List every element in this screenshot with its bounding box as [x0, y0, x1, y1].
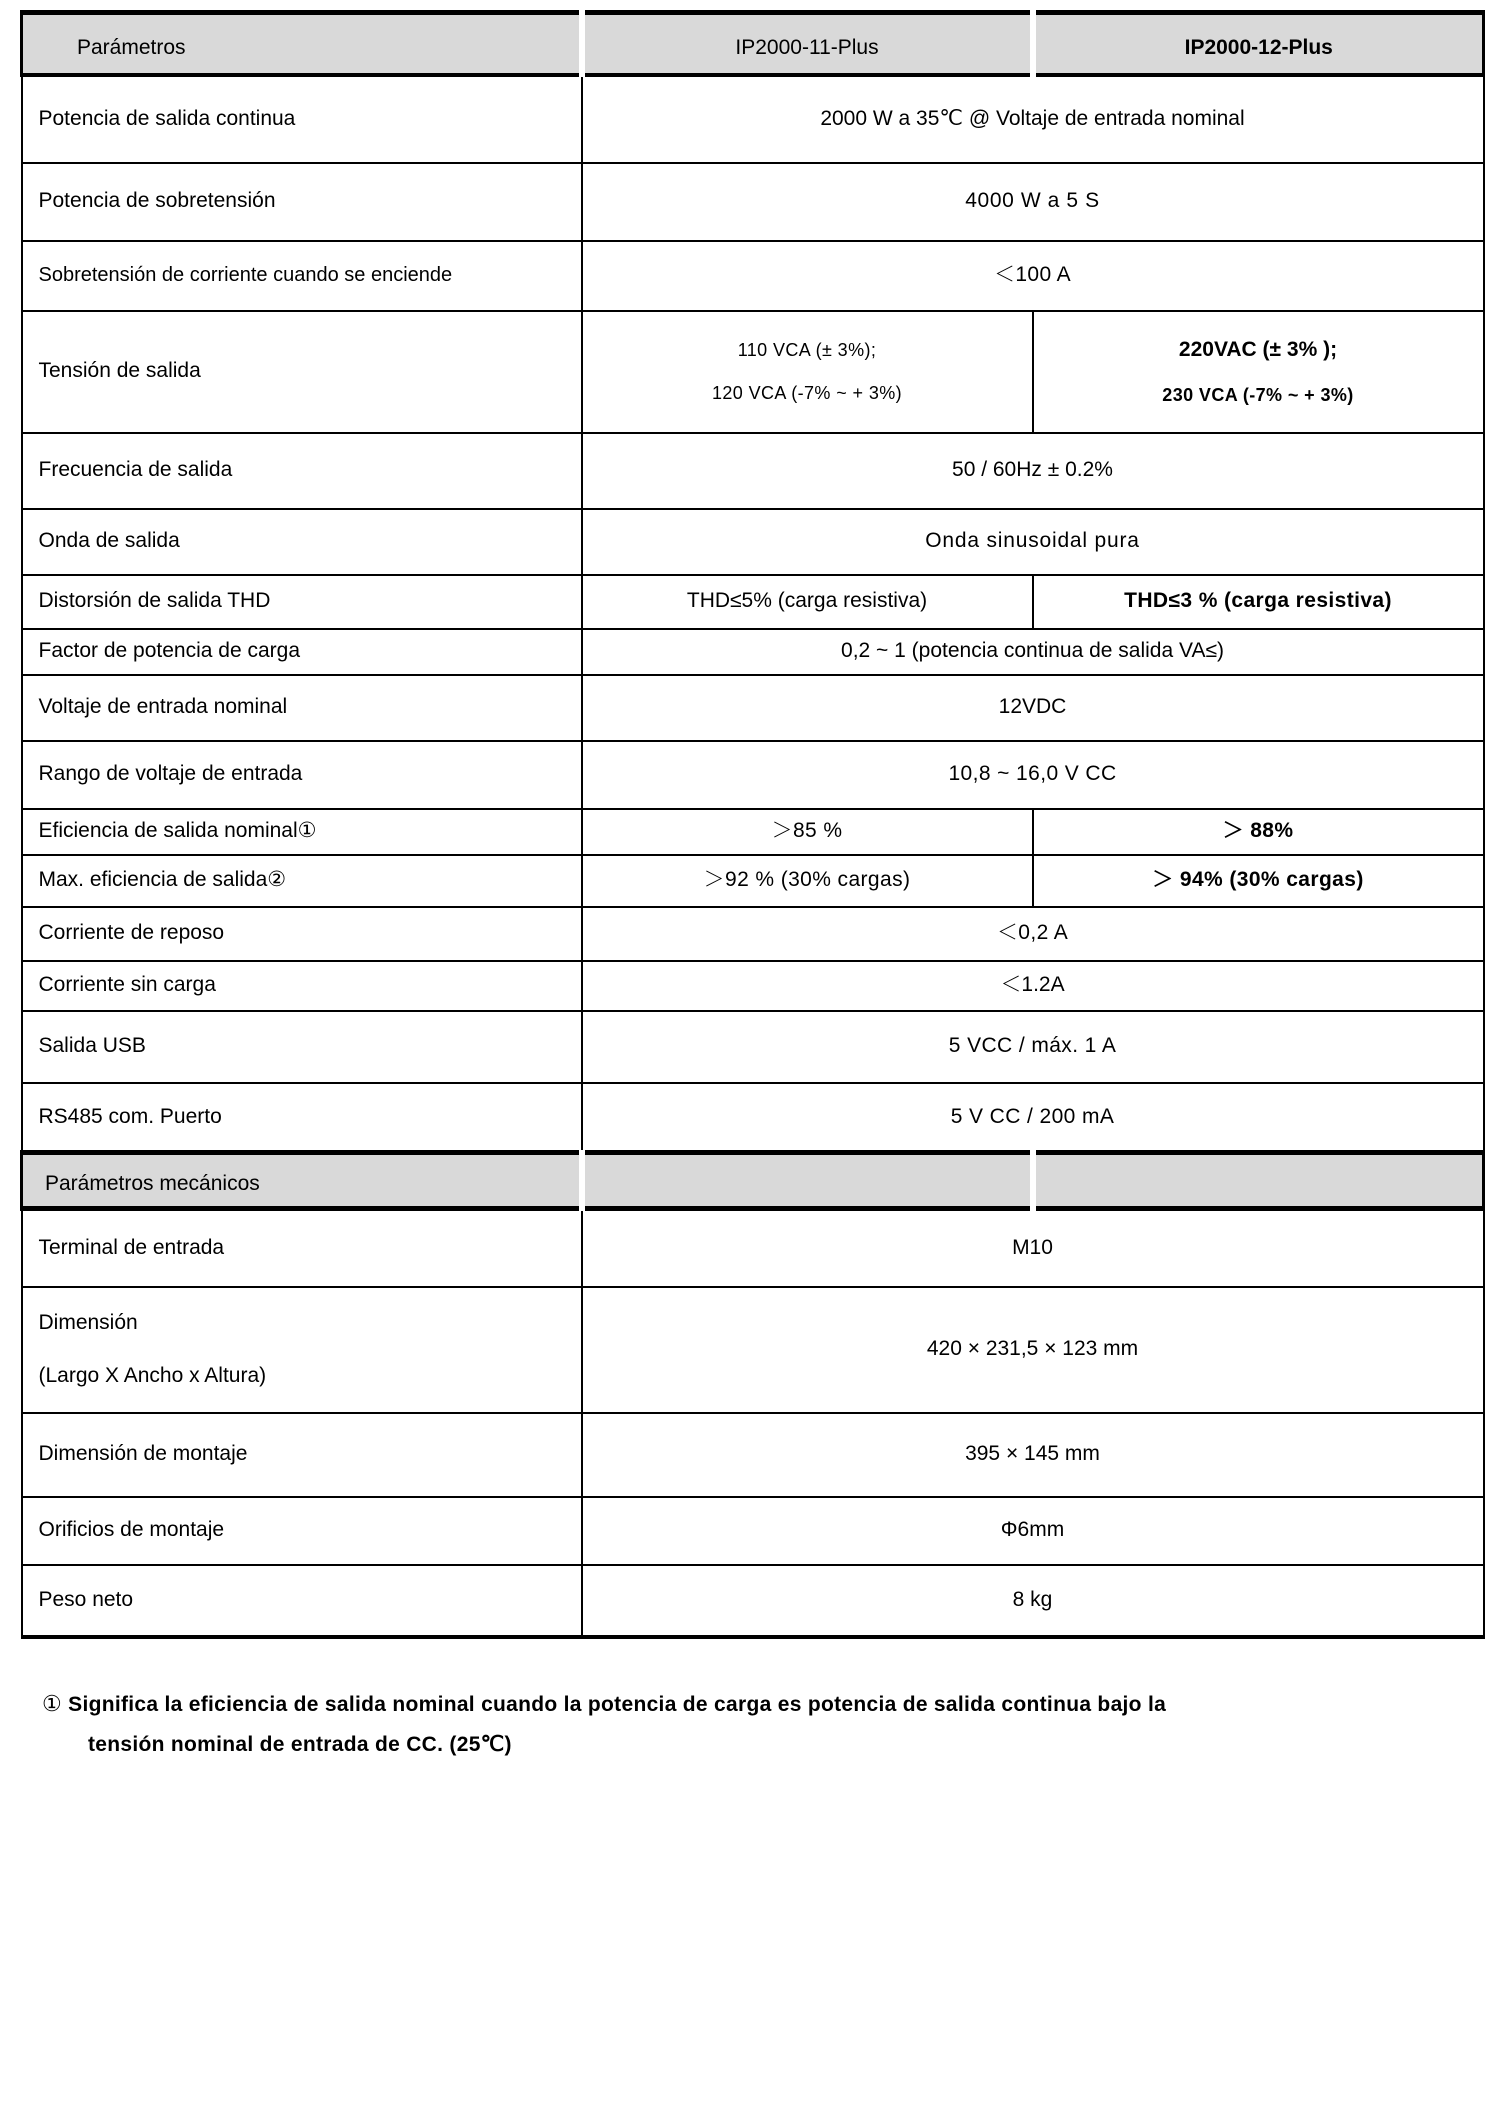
row-label: Eficiencia de salida nominal① — [22, 809, 582, 855]
table-row — [22, 1083, 1484, 1153]
table-row — [22, 241, 1484, 311]
row-value-shared: 0,2 ~ 1 (potencia continua de salida VA≤) — [582, 629, 1484, 675]
row-value-col-a: THD≤5% (carga resistiva) — [582, 575, 1033, 629]
footnote-marker: ① — [42, 1690, 63, 1716]
row-label: Distorsión de salida THD — [22, 575, 582, 629]
row-label-line2: (Largo X Ancho x Altura) — [38, 1364, 267, 1387]
row-label: Potencia de sobretensión — [22, 163, 582, 241]
table-row — [22, 961, 1484, 1011]
row-value-shared: 395 × 145 mm — [582, 1413, 1484, 1497]
row-value-col-a-line1: 110 VCA (± 3%); — [737, 340, 877, 361]
table-row — [22, 855, 1484, 907]
row-label: Corriente de reposo — [22, 907, 582, 961]
row-label: RS485 com. Puerto — [22, 1083, 582, 1153]
table-row — [22, 1497, 1484, 1565]
row-label: Tensión de salida — [22, 311, 582, 433]
row-value-shared: ＜1.2A — [582, 961, 1484, 1011]
section-header-label: Parámetros mecánicos — [22, 1153, 582, 1209]
row-value-col-a-line2: 120 VCA (-7% ~ + 3%) — [711, 382, 903, 403]
row-label: Voltaje de entrada nominal — [22, 675, 582, 741]
row-value-col-b — [1033, 311, 1484, 433]
column-header-ip2000-11-plus: IP2000-11-Plus — [582, 13, 1033, 75]
row-value-col-a — [582, 311, 1033, 433]
table-row — [22, 433, 1484, 509]
table-row — [22, 741, 1484, 809]
row-value-shared: 10,8 ~ 16,0 V CC — [582, 741, 1484, 809]
table-row — [22, 1287, 1484, 1413]
row-value-shared: ＜0,2 A — [582, 907, 1484, 961]
table-header-row — [22, 13, 1484, 75]
row-label: Orificios de montaje — [22, 1497, 582, 1565]
row-label: Sobretensión de corriente cuando se enciende — [22, 241, 582, 311]
table-row — [22, 907, 1484, 961]
row-value-shared: 8 kg — [582, 1565, 1484, 1637]
row-value-shared: M10 — [582, 1209, 1484, 1287]
row-label: Factor de potencia de carga — [22, 629, 582, 675]
specifications-table — [20, 10, 1485, 1639]
table-row — [22, 629, 1484, 675]
table-row — [22, 163, 1484, 241]
column-header-parametros: Parámetros — [22, 13, 582, 75]
row-label: Corriente sin carga — [22, 961, 582, 1011]
row-value-col-a: ＞92 % (30% cargas) — [582, 855, 1033, 907]
table-row — [22, 1209, 1484, 1287]
row-value-shared: 2000 W a 35℃ @ Voltaje de entrada nominal — [582, 75, 1484, 163]
row-value-shared: 12VDC — [582, 675, 1484, 741]
row-label: Frecuencia de salida — [22, 433, 582, 509]
row-value-col-b: ＞ 94% (30% cargas) — [1033, 855, 1484, 907]
row-value-shared: Φ6mm — [582, 1497, 1484, 1565]
table-row — [22, 509, 1484, 575]
row-label: Peso neto — [22, 1565, 582, 1637]
row-label: Terminal de entrada — [22, 1209, 582, 1287]
table-row — [22, 1413, 1484, 1497]
row-label-line1: Dimensión — [38, 1310, 138, 1334]
column-header-ip2000-12-plus: IP2000-12-Plus — [1033, 13, 1484, 75]
table-row — [22, 1011, 1484, 1083]
table-row — [22, 1565, 1484, 1637]
section-header-spacer-b — [1033, 1153, 1484, 1209]
row-label: Max. eficiencia de salida② — [22, 855, 582, 907]
table-row — [22, 75, 1484, 163]
row-value-col-b: ＞ 88% — [1033, 809, 1484, 855]
table-row — [22, 311, 1484, 433]
row-label: Rango de voltaje de entrada — [22, 741, 582, 809]
row-label: Onda de salida — [22, 509, 582, 575]
row-label: Potencia de salida continua — [22, 75, 582, 163]
row-label: Dimensión de montaje — [22, 1413, 582, 1497]
row-label: Salida USB — [22, 1011, 582, 1083]
row-value-shared: 50 / 60Hz ± 0.2% — [582, 433, 1484, 509]
row-value-col-b: THD≤3 % (carga resistiva) — [1033, 575, 1484, 629]
row-value-col-a: ＞85 % — [582, 809, 1033, 855]
row-value-shared: Onda sinusoidal pura — [582, 509, 1484, 575]
section-header-spacer-a — [582, 1153, 1033, 1209]
section-header-row-mechanical — [22, 1153, 1484, 1209]
row-value-col-b-line1: 220VAC (± 3% ); — [1178, 338, 1338, 362]
row-value-shared: 5 VCC / máx. 1 A — [582, 1011, 1484, 1083]
table-row — [22, 575, 1484, 629]
footnote-line2: tensión nominal de entrada de CC. (25℃) — [88, 1733, 512, 1757]
footnote-line1 — [42, 1683, 1482, 1726]
row-value-shared: 5 V CC / 200 mA — [582, 1083, 1484, 1153]
row-value-shared: 4000 W a 5 S — [582, 163, 1484, 241]
table-row — [22, 809, 1484, 855]
row-value-shared: 420 × 231,5 × 123 mm — [582, 1287, 1484, 1413]
footnote-line1-text: Significa la eficiencia de salida nominal cuando la potencia de carga es potencia de salida continua bajo la — [68, 1692, 1167, 1716]
row-value-col-b-line2: 230 VCA (-7% ~ + 3%) — [1162, 384, 1354, 405]
table-row — [22, 675, 1484, 741]
row-label — [22, 1287, 582, 1413]
footnote — [20, 1683, 1482, 1767]
row-value-shared: ＜100 A — [582, 241, 1484, 311]
